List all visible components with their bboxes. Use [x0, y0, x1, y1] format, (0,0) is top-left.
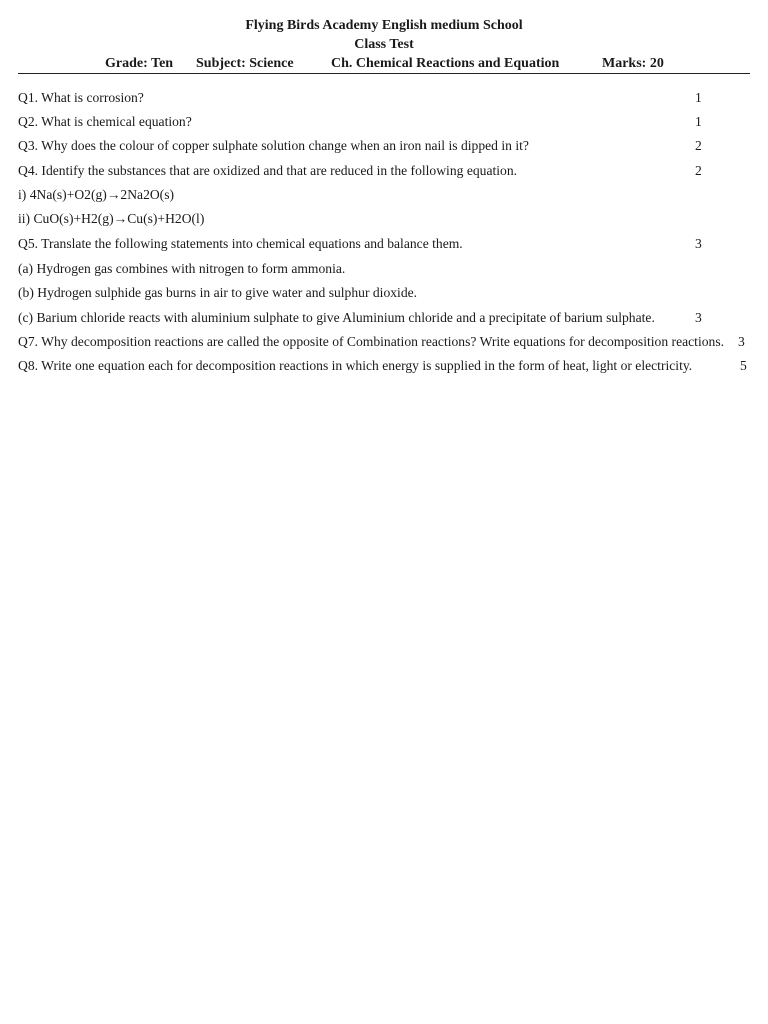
chapter-label: Ch. Chemical Reactions and Equation	[331, 56, 560, 71]
question-row: Q2. What is chemical equation?	[18, 114, 192, 129]
question-row: Q5. Translate the following statements into chemical equations and balance them.	[18, 236, 463, 251]
question-mark: 3	[695, 310, 702, 325]
question-row: Q4. Identify the substances that are oxidized and that are reduced in the following equation.	[18, 163, 518, 178]
equation-row: i) 4Na(s)+O2(g)→2Na2O(s)	[18, 187, 175, 202]
marks-label: Marks: 20	[602, 56, 664, 71]
question-row: Q1. What is corrosion?	[18, 90, 144, 105]
question-mark: 3	[738, 334, 745, 349]
question-mark: 3	[695, 236, 702, 251]
question-mark: 1	[695, 114, 702, 129]
question-row: Q3. Why does the colour of copper sulphate solution change when an iron nail is dipped in it?	[18, 138, 529, 153]
sub-question-row: (b) Hydrogen sulphide gas burns in air to give water and sulphur dioxide.	[18, 285, 418, 300]
question-mark: 1	[695, 90, 702, 105]
equation-row: ii) CuO(s)+H2(g)→Cu(s)+H2O(l)	[18, 211, 205, 226]
header-divider	[18, 73, 750, 74]
sub-question-row: (c) Barium chloride reacts with aluminium sulphate to give Aluminium chloride and a precipitate of barium sulphate.	[18, 310, 655, 325]
school-name: Flying Birds Academy English medium School	[245, 18, 523, 33]
question-mark: 2	[695, 163, 702, 178]
test-title: Class Test	[354, 37, 414, 52]
subject-label: Subject: Science	[196, 56, 294, 71]
question-mark: 5	[740, 358, 747, 373]
question-mark: 2	[695, 138, 702, 153]
sub-question-row: (a) Hydrogen gas combines with nitrogen to form ammonia.	[18, 261, 346, 276]
question-row: Q7. Why decomposition reactions are called the opposite of Combination reactions? Write equations for decomposition reactions.	[18, 334, 725, 349]
grade-label: Grade: Ten	[105, 56, 174, 71]
question-row: Q8. Write one equation each for decomposition reactions in which energy is supplied in the form of heat, light or electricity.	[18, 358, 693, 373]
